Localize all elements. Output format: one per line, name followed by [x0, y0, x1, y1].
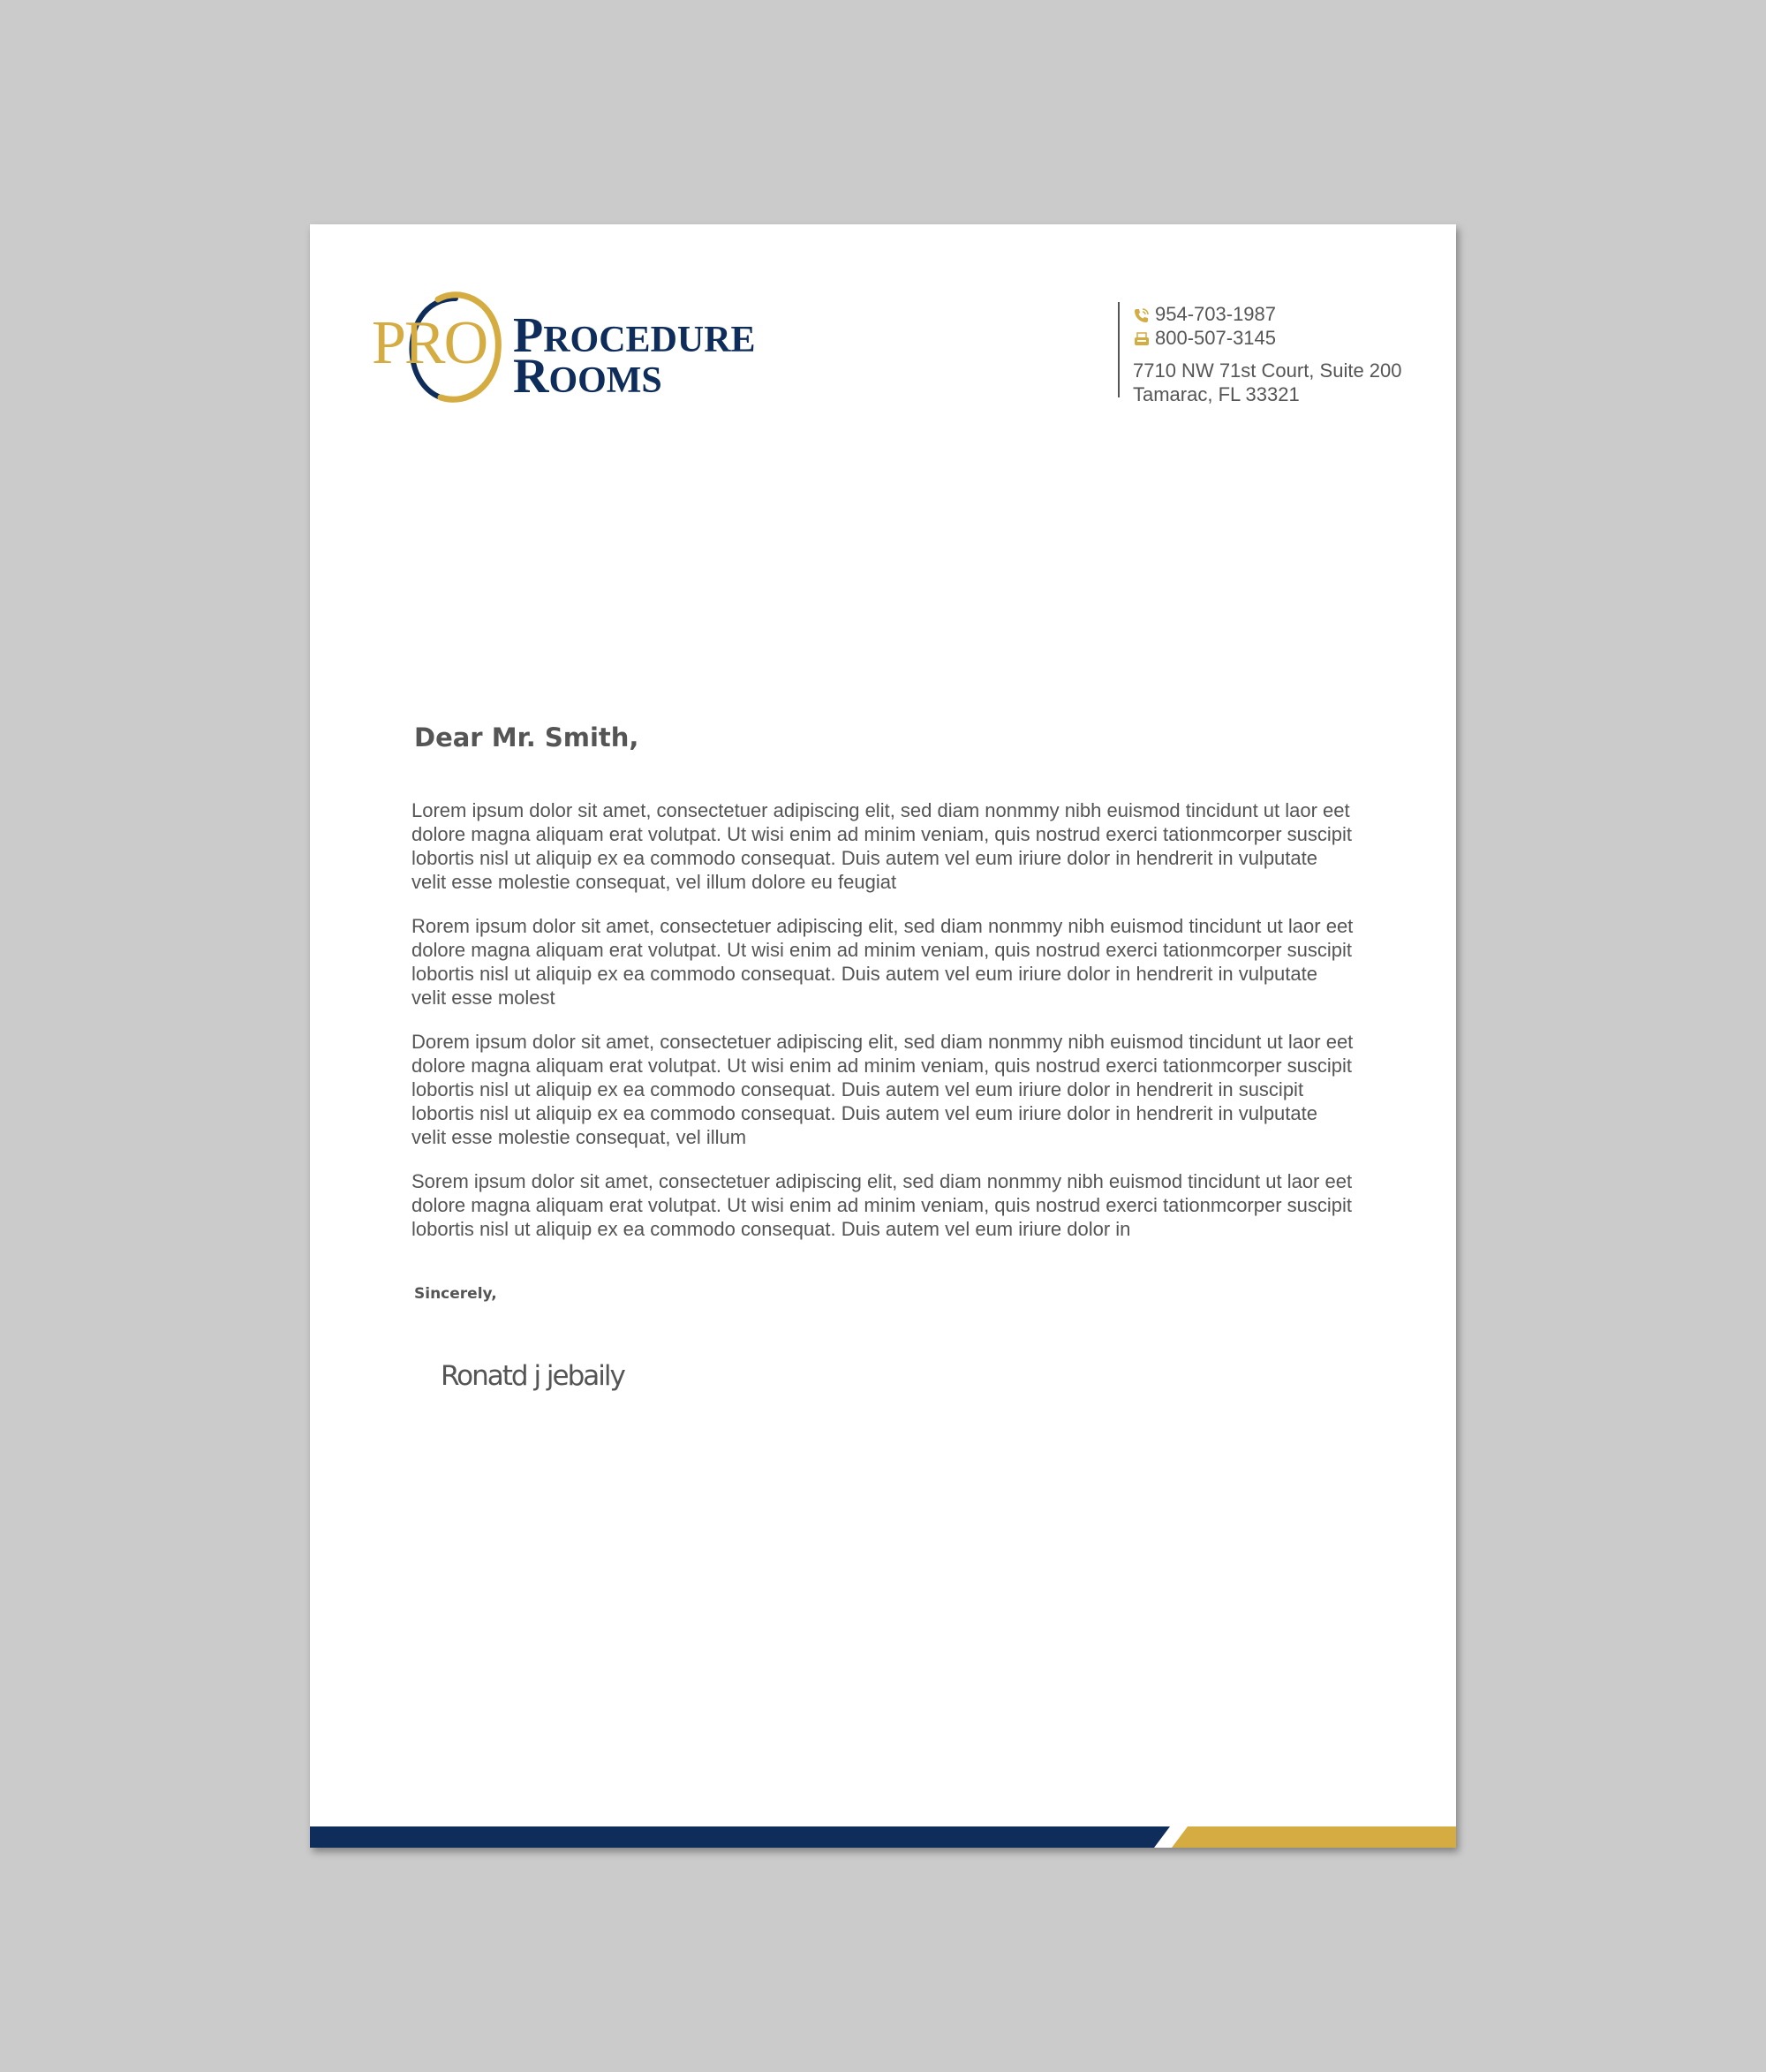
signature: Ronatd j jebaily [441, 1360, 624, 1392]
fax-row [1133, 326, 1402, 350]
footer-band [310, 1826, 1456, 1848]
salutation: Dear Mr. Smith, [414, 722, 639, 752]
company-logo [372, 288, 778, 412]
fax-number: 800-507-3145 [1155, 327, 1277, 349]
address-line-1: 7710 NW 71st Court, Suite 200 [1133, 359, 1402, 382]
phone-number: 954-703-1987 [1155, 303, 1277, 325]
contact-block [1118, 302, 1402, 405]
fax-icon [1133, 329, 1151, 347]
footer-gold-stripe [1172, 1826, 1456, 1848]
phone-icon [1133, 306, 1151, 323]
paragraph: Rorem ipsum dolor sit amet, consectetuer adipiscing elit, sed diam nonmmy nibh euismod tincidunt ut laor eet dolore magna aliquam erat volutpat. Ut wisi enim ad minim veniam, quis nostrud exerci tationmcorper suscipit lobortis nisl ut aliquip ex ea commodo consequat. Duis autem vel eum iriure dolor in hendrerit in vulputate velit esse molest [411, 915, 1354, 1009]
letter-body [411, 798, 1356, 1261]
letterhead-page [310, 224, 1456, 1848]
paragraph: Sorem ipsum dolor sit amet, consectetuer adipiscing elit, sed diam nonmmy nibh euismod tincidunt ut laor eet dolore magna aliquam erat volutpat. Ut wisi enim ad minim veniam, quis nostrud exerci tationmcorper suscipit lobortis nisl ut aliquip ex ea commodo consequat. Duis autem vel eum iriure dolor in [411, 1170, 1353, 1240]
address-line-2: Tamarac, FL 33321 [1133, 383, 1300, 405]
phone-row [1133, 302, 1402, 326]
logo-mark-text: PRO [372, 309, 487, 377]
paragraph: Lorem ipsum dolor sit amet, consectetuer adipiscing elit, sed diam nonmmy nibh euismod tincidunt ut laor eet dolore magna aliquam erat volutpat. Ut wisi enim ad minim veniam, quis nostrud exerci tationmcorper suscipit lobortis nisl ut aliquip ex ea commodo consequat. Duis autem vel eum iriure dolor in hendrerit in vulputate velit esse molestie consequat, vel illum dolore eu feugiat [411, 799, 1353, 893]
closing: Sincerely, [414, 1285, 497, 1303]
logo-line-rooms: ROOMS [513, 349, 662, 404]
paragraph: Dorem ipsum dolor sit amet, consectetuer adipiscing elit, sed diam nonmmy nibh euismod tincidunt ut laor eet dolore magna aliquam erat volutpat. Ut wisi enim ad minim veniam, quis nostrud exerci tationmcorper suscipit lobortis nisl ut aliquip ex ea commodo consequat. Duis autem vel eum iriure dolor in hendrerit in suscipit lobortis nisl ut aliquip ex ea commodo consequat. Duis autem vel eum iriure dolor in hendrerit in vulputate velit esse molestie consequat, vel illum [411, 1031, 1354, 1148]
logo-line-procedure: PROCEDURE [513, 308, 756, 363]
footer-navy-stripe [310, 1826, 1170, 1848]
address [1133, 359, 1402, 406]
